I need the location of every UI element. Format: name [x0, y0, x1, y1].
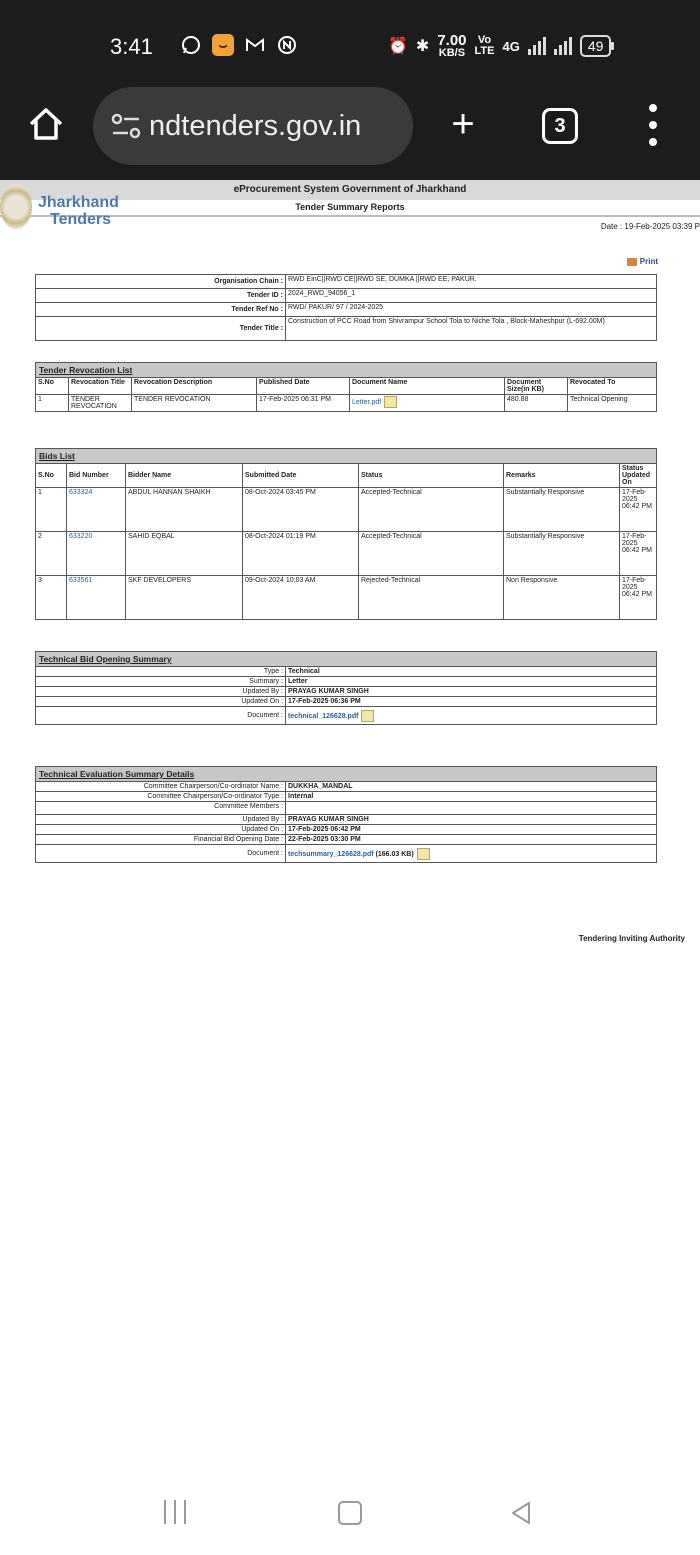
table-row	[36, 532, 657, 576]
field-value: Internal	[286, 792, 657, 802]
col-header: Remarks	[504, 464, 620, 488]
document-size: (166.03 KB)	[375, 850, 414, 858]
table-row	[36, 395, 657, 412]
new-tab-button[interactable]: +	[451, 102, 475, 146]
volte-indicator: Vo LTE	[474, 34, 495, 57]
url-text[interactable]: ndtenders.gov.in	[149, 109, 362, 142]
gmail-icon	[244, 34, 266, 56]
browser-chrome	[0, 0, 700, 180]
field-value: Technical	[286, 667, 657, 677]
cell-sno: 1	[36, 395, 69, 412]
field-value: PRAYAG KUMAR SINGH	[286, 687, 657, 697]
cell-document	[350, 395, 505, 412]
logo-line2: Tenders	[50, 211, 112, 228]
field-value: 17-Feb-2025 06:42 PM	[286, 825, 657, 835]
cell-size: 480.88	[505, 395, 568, 412]
cell-status: Accepted-Technical	[359, 532, 504, 576]
info-label: Tender Title :	[36, 317, 286, 341]
table-row	[36, 576, 657, 620]
network-speed: 7.00 KB/S	[437, 32, 467, 59]
col-header: S.No	[36, 464, 67, 488]
print-label: Print	[639, 257, 658, 266]
cell-bid-number	[67, 488, 126, 532]
col-header: Bid Number	[67, 464, 126, 488]
field-value: 17-Feb-2025 06:36 PM	[286, 697, 657, 707]
back-button[interactable]	[509, 1500, 533, 1526]
revocation-table	[35, 362, 657, 412]
network-type: 4G	[502, 38, 520, 54]
col-header: S.No	[36, 378, 69, 395]
col-header: Submitted Date	[243, 464, 359, 488]
cell-bidder: SAHID EQBAL	[126, 532, 243, 576]
bids-table	[35, 448, 657, 620]
tab-switcher-button[interactable]: 3	[542, 108, 578, 144]
pdf-icon[interactable]	[361, 710, 374, 722]
pdf-icon[interactable]	[384, 396, 397, 408]
notification-icons	[180, 34, 298, 56]
logo-line1: Jharkhand	[38, 194, 119, 211]
field-label: Updated By :	[36, 687, 286, 697]
status-time: 3:41	[110, 34, 153, 59]
cell-status: Accepted-Technical	[359, 488, 504, 532]
amazon-icon: ⌣	[212, 34, 234, 56]
field-value: PRAYAG KUMAR SINGH	[286, 815, 657, 825]
col-header: Revocation Title	[69, 378, 132, 395]
cell-remarks: Substantially Responsive	[504, 488, 620, 532]
cell-date: 09-Oct-2024 10:03 AM	[243, 576, 359, 620]
recent-apps-button[interactable]	[164, 1500, 186, 1524]
info-label: Tender ID :	[36, 289, 286, 303]
document-link[interactable]: technical_126628.pdf	[288, 712, 359, 720]
bid-number-link[interactable]: 633220	[69, 533, 93, 540]
field-label: Committee Chairperson/Co-ordinator Name :	[36, 782, 286, 792]
cell-date: 08-Oct-2024 01:19 PM	[243, 532, 359, 576]
cell-updated: 17-Feb-2025 06:42 PM	[620, 576, 657, 620]
col-header: Status Updated On	[620, 464, 657, 488]
cell-status: Rejected-Technical	[359, 576, 504, 620]
system-nav-bar	[0, 1480, 700, 1555]
field-value: 22-Feb-2025 03:30 PM	[286, 835, 657, 845]
cell-remarks: Non Responsive	[504, 576, 620, 620]
cell-updated: 17-Feb-2025 06:42 PM	[620, 532, 657, 576]
battery-icon: 49	[580, 35, 612, 57]
cell-bid-number	[67, 532, 126, 576]
site-settings-icon[interactable]	[109, 109, 143, 143]
cell-sno: 2	[36, 532, 67, 576]
bluetooth-icon: ✱	[415, 38, 430, 55]
print-link[interactable]	[627, 257, 658, 266]
info-value: Construction of PCC Road from Shivrampur School Tola to Niche Tola , Block-Maheshpur (L-692.00M)	[286, 317, 657, 341]
table-row	[36, 488, 657, 532]
alarm-icon: ⏰	[388, 38, 408, 55]
col-header: Bidder Name	[126, 464, 243, 488]
cell-description: TENDER REVOCATION	[132, 395, 257, 412]
field-label: Committee Chairperson/Co-ordinator Type :	[36, 792, 286, 802]
field-value: DUKKHA_MANDAL	[286, 782, 657, 792]
info-value: 2024_RWD_94056_1	[286, 289, 657, 303]
cell-bid-number	[67, 576, 126, 620]
tech-eval-table	[35, 766, 657, 863]
bid-number-link[interactable]: 633561	[69, 577, 93, 584]
field-label: Summary :	[36, 677, 286, 687]
printer-icon	[627, 258, 637, 266]
field-value	[286, 845, 657, 863]
cell-title: TENDER REVOCATION	[69, 395, 132, 412]
field-label: Document :	[36, 845, 286, 863]
app-notification-icon	[276, 34, 298, 56]
field-value: Letter	[286, 677, 657, 687]
tender-info-table	[35, 274, 657, 341]
document-link[interactable]: Letter.pdf	[352, 398, 382, 406]
nav-home-button[interactable]	[338, 1501, 362, 1525]
cell-published: 17-Feb-2025 06:31 PM	[257, 395, 350, 412]
tech-opening-table	[35, 651, 657, 725]
field-label: Updated On :	[36, 697, 286, 707]
report-title: Tender Summary Reports	[0, 200, 700, 217]
revocation-section-title: Tender Revocation List	[36, 363, 657, 378]
report-date: Date : 19-Feb-2025 03:39 P	[600, 222, 700, 231]
field-value	[286, 802, 657, 815]
col-header: Status	[359, 464, 504, 488]
field-label: Updated On :	[36, 825, 286, 835]
overflow-menu-icon[interactable]	[642, 104, 664, 146]
site-logo[interactable]	[38, 194, 119, 228]
col-header: Revocation Description	[132, 378, 257, 395]
field-label: Type :	[36, 667, 286, 677]
cell-revocated-to: Technical Opening	[568, 395, 657, 412]
field-label: Updated By :	[36, 815, 286, 825]
system-title: eProcurement System Government of Jharkhand	[0, 180, 700, 200]
address-bar[interactable]	[93, 87, 413, 165]
cell-bidder: SKF DEVELOPERS	[126, 576, 243, 620]
info-value: RWD EinC||RWD CE||RWD SE, DUMKA ||RWD EE, PAKUR.	[286, 275, 657, 289]
cell-remarks: Substantially Responsive	[504, 532, 620, 576]
tender-authority-label: Tendering Inviting Authority	[578, 934, 685, 943]
info-label: Organisation Chain :	[36, 275, 286, 289]
cell-bidder: ABDUL HANNAN SHAIKH	[126, 488, 243, 532]
field-value	[286, 707, 657, 725]
col-header: Document Size(in KB)	[505, 378, 568, 395]
home-icon[interactable]	[26, 104, 66, 144]
cell-sno: 3	[36, 576, 67, 620]
pdf-icon[interactable]	[417, 848, 430, 860]
info-value: RWD/ PAKUR/ 97 / 2024-2025	[286, 303, 657, 317]
bids-section-title: Bids List	[36, 449, 657, 464]
cell-date: 08-Oct-2024 03:45 PM	[243, 488, 359, 532]
signal-icon-2	[554, 37, 572, 55]
field-label: Financial Bid Opening Date :	[36, 835, 286, 845]
document-link[interactable]: techsummary_126628.pdf	[288, 850, 374, 858]
status-bar	[0, 0, 700, 95]
web-page	[0, 180, 700, 1480]
field-label: Committee Members :	[36, 802, 286, 815]
info-label: Tender Ref No :	[36, 303, 286, 317]
bid-number-link[interactable]: 633324	[69, 489, 93, 496]
tech-opening-section-title: Technical Bid Opening Summary	[36, 652, 657, 667]
col-header: Document Name	[350, 378, 505, 395]
cell-sno: 1	[36, 488, 67, 532]
col-header: Published Date	[257, 378, 350, 395]
state-emblem-logo	[0, 185, 32, 229]
signal-icon	[528, 37, 546, 55]
status-right	[388, 33, 611, 59]
tech-eval-section-title: Technical Evaluation Summary Details	[36, 767, 657, 782]
field-label: Document :	[36, 707, 286, 725]
cell-updated: 17-Feb-2025 06:42 PM	[620, 488, 657, 532]
col-header: Revocated To	[568, 378, 657, 395]
whatsapp-icon	[180, 34, 202, 56]
